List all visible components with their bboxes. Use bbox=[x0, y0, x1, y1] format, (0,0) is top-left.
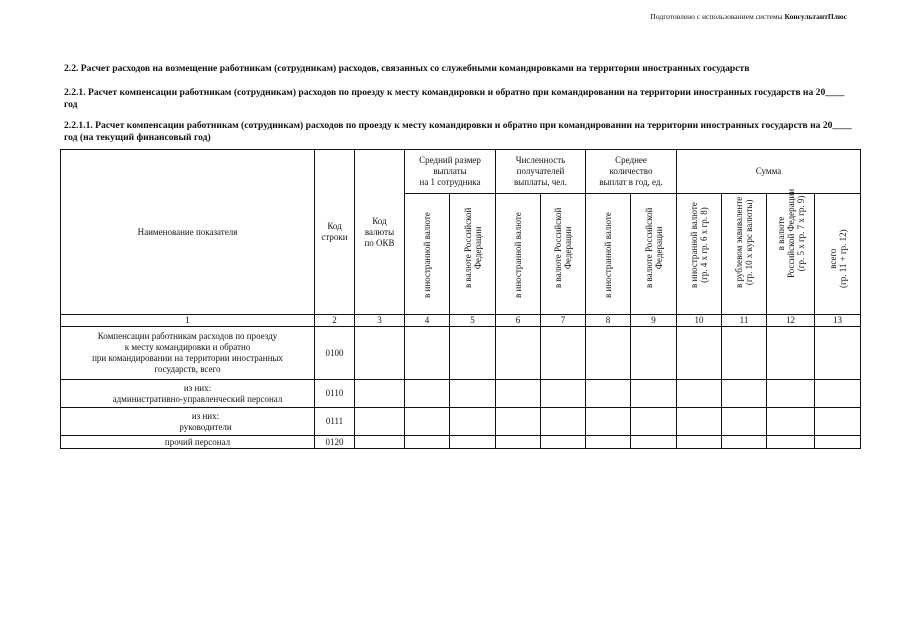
value-cell-col-4[interactable] bbox=[405, 436, 450, 449]
value-cell-col-7[interactable] bbox=[541, 380, 586, 408]
value-cell-col-6[interactable] bbox=[496, 408, 541, 436]
value-cell-col-5[interactable] bbox=[450, 380, 496, 408]
column-number-5: 5 bbox=[450, 315, 496, 327]
column-number-9: 9 bbox=[631, 315, 677, 327]
prepared-note-prefix: Подготовлено с использованием системы bbox=[650, 12, 785, 21]
heading-2-2-1-1: 2.2.1.1. Расчет компенсации работникам (сотрудникам) расходов по проезду к месту командировки и обратно при командировании на территории иностранных государств на 20____ год (на текущий финансовый год) bbox=[64, 120, 852, 143]
column-number-4: 4 bbox=[405, 315, 450, 327]
value-cell-col-11[interactable] bbox=[722, 408, 767, 436]
column-number-2: 2 bbox=[315, 315, 355, 327]
value-cell-col-13[interactable] bbox=[815, 380, 861, 408]
header-name: Наименование показателя bbox=[61, 150, 315, 315]
value-cell-col-10[interactable] bbox=[677, 408, 722, 436]
header-sum: Сумма bbox=[677, 150, 861, 194]
heading-2-2: 2.2. Расчет расходов на возмещение работникам (сотрудникам) расходов, связанных со служебными командировками на территории иностранных государств bbox=[64, 63, 750, 74]
value-cell-col-11[interactable] bbox=[722, 436, 767, 449]
row-code: 0100 bbox=[315, 327, 355, 380]
column-number-7: 7 bbox=[541, 315, 586, 327]
column-number-10: 10 bbox=[677, 315, 722, 327]
row-label: из них: руководители bbox=[61, 408, 315, 436]
column-number-3: 3 bbox=[355, 315, 405, 327]
value-cell-col-10[interactable] bbox=[677, 436, 722, 449]
header-col-13: всего (гр. 11 + гр. 12) bbox=[827, 229, 848, 288]
column-number-11: 11 bbox=[722, 315, 767, 327]
value-cell-col-7[interactable] bbox=[541, 436, 586, 449]
value-cell-col-5[interactable] bbox=[450, 408, 496, 436]
value-cell-col-11[interactable] bbox=[722, 380, 767, 408]
prepared-note bbox=[650, 12, 847, 21]
header-col-8: в иностранной валюте bbox=[603, 212, 613, 298]
table-row bbox=[61, 408, 861, 436]
value-cell-col-12[interactable] bbox=[767, 408, 815, 436]
header-col-12: в валюте Российской Федерации (гр. 5 x гр. 7 x гр. 9) bbox=[775, 188, 806, 278]
table-row bbox=[61, 436, 861, 449]
value-cell-col-12[interactable] bbox=[767, 380, 815, 408]
value-cell-col-9[interactable] bbox=[631, 380, 677, 408]
value-cell-col-8[interactable] bbox=[586, 380, 631, 408]
value-cell-col-11[interactable] bbox=[722, 327, 767, 380]
value-cell-col-7[interactable] bbox=[541, 327, 586, 380]
column-number-6: 6 bbox=[496, 315, 541, 327]
table-row bbox=[61, 380, 861, 408]
table-row bbox=[61, 327, 861, 380]
header-col-10: в иностранной валюте (гр. 4 x гр. 6 x гр. 8) bbox=[689, 202, 709, 288]
value-cell-col-3[interactable] bbox=[355, 436, 405, 449]
heading-2-2-1: 2.2.1. Расчет компенсации работникам (сотрудникам) расходов по проезду к месту командировки и обратно при командировании на территории иностранных государств на 20____ год bbox=[64, 87, 845, 110]
value-cell-col-7[interactable] bbox=[541, 408, 586, 436]
row-code: 0111 bbox=[315, 408, 355, 436]
value-cell-col-6[interactable] bbox=[496, 380, 541, 408]
data-rows bbox=[61, 327, 861, 449]
value-cell-col-8[interactable] bbox=[586, 327, 631, 380]
value-cell-col-13[interactable] bbox=[815, 408, 861, 436]
value-cell-col-12[interactable] bbox=[767, 436, 815, 449]
value-cell-col-3[interactable] bbox=[355, 380, 405, 408]
header-avg-payment: Средний размер выплаты на 1 сотрудника bbox=[405, 150, 496, 194]
row-label: Компенсации работникам расходов по проезду к месту командировки и обратно при командировании на территории иностранных государств, всего bbox=[61, 327, 315, 380]
value-cell-col-4[interactable] bbox=[405, 327, 450, 380]
value-cell-col-10[interactable] bbox=[677, 380, 722, 408]
column-number-8: 8 bbox=[586, 315, 631, 327]
column-number-12: 12 bbox=[767, 315, 815, 327]
header-col-9: в валюте Российской Федерации bbox=[643, 207, 664, 288]
value-cell-col-8[interactable] bbox=[586, 436, 631, 449]
value-cell-col-6[interactable] bbox=[496, 327, 541, 380]
header-col-11: в рублевом эквиваленте (гр. 10 x курс валюты) bbox=[734, 196, 754, 288]
column-number-13: 13 bbox=[815, 315, 861, 327]
value-cell-col-9[interactable] bbox=[631, 408, 677, 436]
value-cell-col-8[interactable] bbox=[586, 408, 631, 436]
value-cell-col-13[interactable] bbox=[815, 436, 861, 449]
value-cell-col-13[interactable] bbox=[815, 327, 861, 380]
header-recipients-count: Численность получателей выплаты, чел. bbox=[496, 150, 586, 194]
column-number-1: 1 bbox=[61, 315, 315, 327]
value-cell-col-10[interactable] bbox=[677, 327, 722, 380]
value-cell-col-5[interactable] bbox=[450, 327, 496, 380]
calculation-table bbox=[60, 149, 861, 449]
value-cell-col-4[interactable] bbox=[405, 380, 450, 408]
value-cell-col-3[interactable] bbox=[355, 408, 405, 436]
brand-name: КонсультантПлюс bbox=[784, 12, 847, 21]
value-cell-col-9[interactable] bbox=[631, 436, 677, 449]
header-col-7: в валюте Российской Федерации bbox=[553, 207, 573, 288]
row-code: 0110 bbox=[315, 380, 355, 408]
value-cell-col-9[interactable] bbox=[631, 327, 677, 380]
row-label: прочий персонал bbox=[61, 436, 315, 449]
value-cell-col-3[interactable] bbox=[355, 327, 405, 380]
header-col-6: в иностранной валюте bbox=[513, 212, 523, 298]
value-cell-col-4[interactable] bbox=[405, 408, 450, 436]
header-avg-quantity: Среднее количество выплат в год, ед. bbox=[586, 150, 677, 194]
value-cell-col-5[interactable] bbox=[450, 436, 496, 449]
row-label: из них: административно-управленческий персонал bbox=[61, 380, 315, 408]
header-col-4: в иностранной валюте bbox=[422, 212, 432, 298]
header-row-code: Код строки bbox=[315, 150, 355, 315]
column-numbers-row bbox=[61, 315, 861, 327]
row-code: 0120 bbox=[315, 436, 355, 449]
header-currency-code: Код валюты по ОКВ bbox=[355, 150, 405, 315]
value-cell-col-12[interactable] bbox=[767, 327, 815, 380]
header-col-5: в валюте Российской Федерации bbox=[462, 207, 483, 288]
value-cell-col-6[interactable] bbox=[496, 436, 541, 449]
